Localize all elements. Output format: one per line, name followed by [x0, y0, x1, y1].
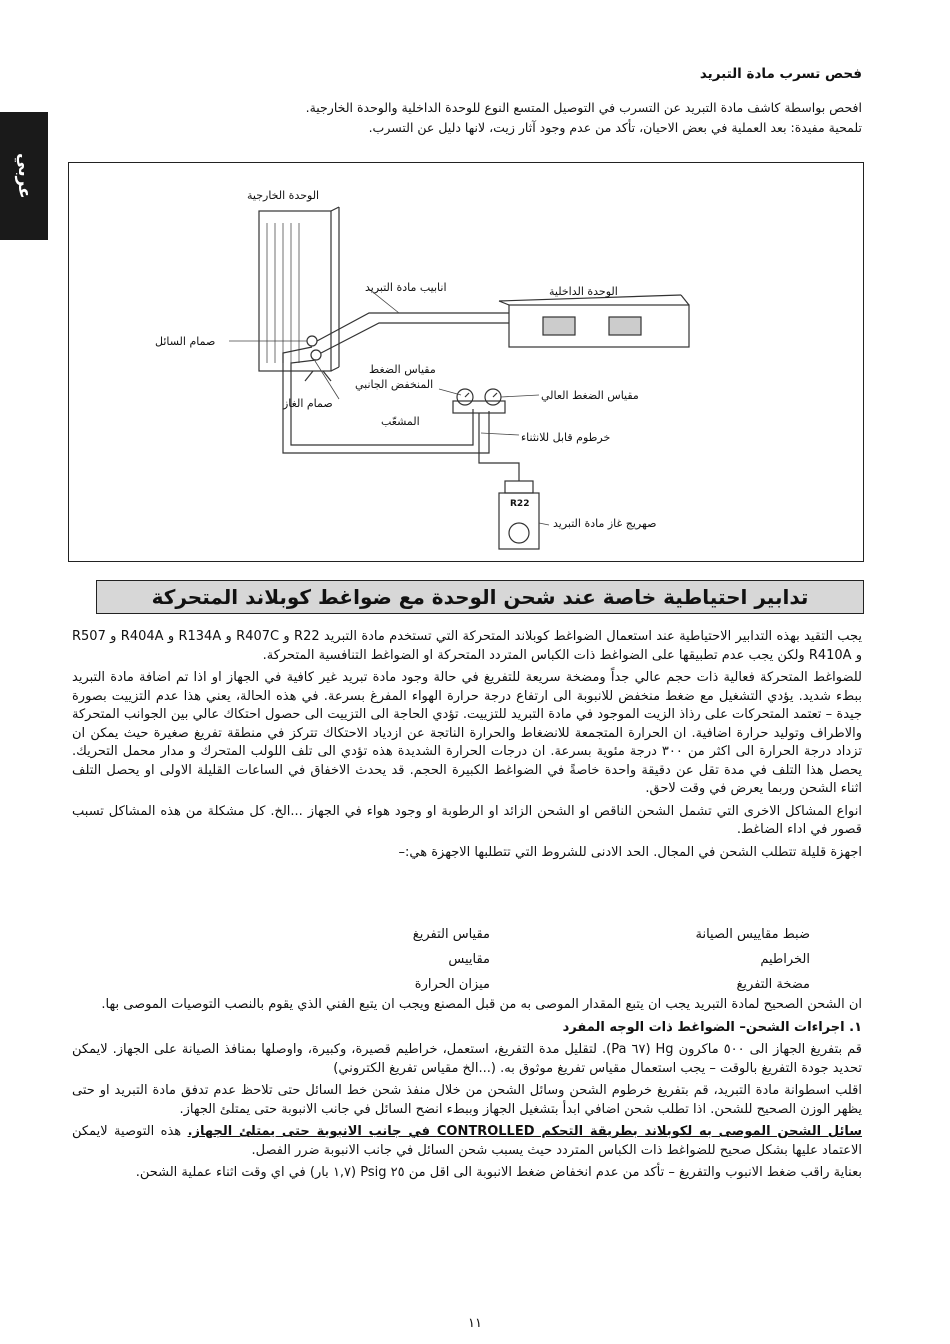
leak-check-title: فحص تسرب مادة التبريد: [699, 66, 862, 82]
paragraph-monitor-pressure: بعناية راقب ضغط الانبوب والتفريغ – تأكد من عدم انخفاض ضغط الانبوبة الى اقل من ٢٥ Psig (١,٧ بار) في اي وقت اثناء عملية الشحن.: [135, 1165, 862, 1180]
leak-check-tip: تلمحية مفيدة: بعد العملية في بعض الاحيان، تأكد من عدم وجود آثار زيت، لانها دليل عن التسرب.: [368, 120, 862, 135]
paragraph-scope: يجب التقيد بهذه التدابير الاحتياطية عند استعمال الضواغط كوبلاند المتحركة التي تستخدم مادة التبريد R22 و R407C و R134A و R404A و R507 و R410A ولكن يجب عدم تطبيقها على الضواغط ذات الكباس المتردد المتحركة او الضواغط التنافسية المتحركة.: [72, 629, 862, 663]
paragraph-tools-intro: اجهزة قليلة تتطلب الشحن في المجال. الحد الادنى للشروط التي تتطلبها الاجهزة هي:–: [398, 844, 862, 860]
manifold-body: [453, 401, 505, 413]
liquid-charge-note: هذه التوصية لايمكن الاعتماد عليها بشكل صحيح للضواغط ذات الكباس المتردد حيث يسبب شحن السائل في جانب الانبوبة ضرر الفصل.: [72, 1124, 862, 1158]
charging-procedure-heading: ١. اجراءات الشحن– الضواغط ذات الوجه المفرد: [562, 1019, 862, 1035]
body-text-lower: [72, 996, 862, 1187]
manifold-label: المشعّب: [381, 415, 420, 428]
refrigerant-cylinder-label: صهريج غاز مادة التبريد: [553, 517, 657, 530]
liquid-valve-label: صمام السائل: [155, 335, 216, 348]
refrigerant-pipes-label: انابيب مادة التبريد: [365, 281, 447, 294]
indoor-unit-body: [509, 305, 689, 347]
paragraph-liquid-charge: [72, 1123, 862, 1160]
tool-item: مضخة التفريغ: [736, 977, 810, 992]
paragraph-scroll-risks: للضواغط المتحركة فعالية ذات حجم عالي جداً ومضخة سريعة للتفريغ في حالة وجود مادة تبريد غير كافية في الجهاز او اذا تم اضافة مادة التبريد ببطء شديد. يؤدي التشغيل مع ضغط منخفض للانبوبة الى ارتفاع درجة حرارة الهواء المفرغ بسرعة. في هذه الحالة، يعني هذا عدم التزييت بصورة جيدة – تعتمد المتحركات على رذاذ الزيت الموجود في مادة التبريد للتزييت. تؤدي الحاجة الى التزييت الى حصول احتكاك عالي بين الجوانب المتحركة والاطراف وتوليد حرارة اضافية. ان الحرارة المتجمعة للانضغاط والحرارة الناتجة عن ازدياد الاحتكاك تتركز في منطقة تفريغ صغيرة حيث يمكن ان تزداد درجة الحرارة الى اكثر من ٣٠٠ درجة مئوية بسرعة. ان درجات الحرارة الشديدة هذه تؤدي الى تلف اللولب المتحرك و مدار محمل التحريك. يحصل هذا التلف في مدة تقل عن دقيقة واحدة خاصةً في الضواغط الكبيرة الحجم. قد يحدث الاخفاق في الساعات القليلة الاولى او يحصل التلف اثناء الشحن وربما يعرض في وقت لاحق.: [72, 670, 862, 796]
diagram-drawing: [69, 163, 865, 563]
low-pressure-gauge-label-2: المنخفض الجانبي: [355, 378, 434, 391]
tool-item: الخراطيم: [760, 952, 810, 967]
low-pressure-gauge-label-1: مقياس الضغط: [369, 363, 436, 376]
gas-valve-shape: [311, 350, 321, 360]
paragraph-correct-charge: ان الشحن الصحيح لمادة التبريد يجب ان يتبع المقدار الموصى به من قبل المصنع ويجب ان يتبع الفني الذي يقوم بالنصب التوصيات الموصى بها.: [101, 997, 862, 1012]
indoor-unit-label: الوحدة الداخلية: [549, 285, 618, 298]
tool-item: ميزان الحرارة: [414, 977, 490, 992]
leak-check-line-1: افحص بواسطة كاشف مادة التبريد عن التسرب في التوصيل المتسع النوع للوحدة الداخلية والوحدة الخارجية.: [305, 100, 862, 115]
gas-pipe: [321, 323, 509, 353]
paragraph-invert-cylinder: اقلب اسطوانة مادة التبريد، قم بتفريغ خرطوم الشحن وسائل الشحن من خلال منفذ شحن خط السائل حتى تلاحظ عدم تدفق مادة التبريد او حتى يظهر الوزن الصحيح للشحن. اذا تطلب شحن اضافي ابدأ بتشغيل الجهاز وببطء انضح السائل في جانب الانبوبة حتى يمتلئ الجهاز.: [72, 1083, 862, 1117]
tool-item: ضبط مقاييس الصيانة: [695, 927, 810, 942]
flex-hose-label: خرطوم قابل للانثناء: [521, 431, 611, 444]
cylinder-r22-label: R22: [510, 499, 530, 509]
liquid-pipe: [317, 313, 509, 341]
cylinder-valve: [505, 481, 533, 493]
paragraph-other-problems: انواع المشاكل الاخرى التي تشمل الشحن الناقص او الشحن الزائد او الرطوبة او وجود هواء في الجهاز ...الخ. كل مشكلة من هذه المشاكل تسبب قصور في اداء الضاغط.: [72, 803, 862, 837]
tool-item: مقاييس: [448, 952, 490, 967]
flex-hose: [479, 413, 519, 481]
outdoor-unit-label: الوحدة الخارجية: [247, 189, 320, 202]
charging-diagram: [68, 162, 864, 562]
tool-item: مقياس التفريغ: [412, 927, 490, 942]
banner-title: تدابير احتياطية خاصة عند شحن الوحدة مع ضواغط كوبلاند المتحركة: [151, 585, 809, 609]
outdoor-unit-body: [259, 211, 331, 371]
gas-valve-label: صمام الغاز: [283, 397, 333, 410]
liquid-charge-emphasis: سائل الشحن الموصى به لكوبلاند بطريقة التحكم CONTROLLED في جانب الانبوبة حتى يمتلئ الجهاز.: [187, 1124, 863, 1139]
side-tab-label: عربي: [14, 153, 34, 199]
page-number: ١١: [468, 1316, 482, 1331]
section-banner: [96, 580, 864, 614]
tools-list: [210, 922, 810, 997]
body-text-upper: [72, 628, 862, 866]
high-pressure-gauge-label: مقياس الضغط العالي: [541, 389, 639, 402]
language-side-tab: [0, 112, 48, 240]
paragraph-evacuate: قم بتفريغ الجهاز الى ٥٠٠ ماكرون Hg (٦٧ Pa). لتقليل مدة التفريغ، استعمل، خراطيم قصيرة، وكبيرة، واوصلها بمنافذ الصيانة على الجهاز. لايمكن تحديد جودة التفريغ بالوقت – يجب استعمال مقياس تفريغ موثوق به. (...الخ مقياس تفريغ الكتروني): [72, 1042, 862, 1076]
liquid-valve-shape: [307, 336, 317, 346]
